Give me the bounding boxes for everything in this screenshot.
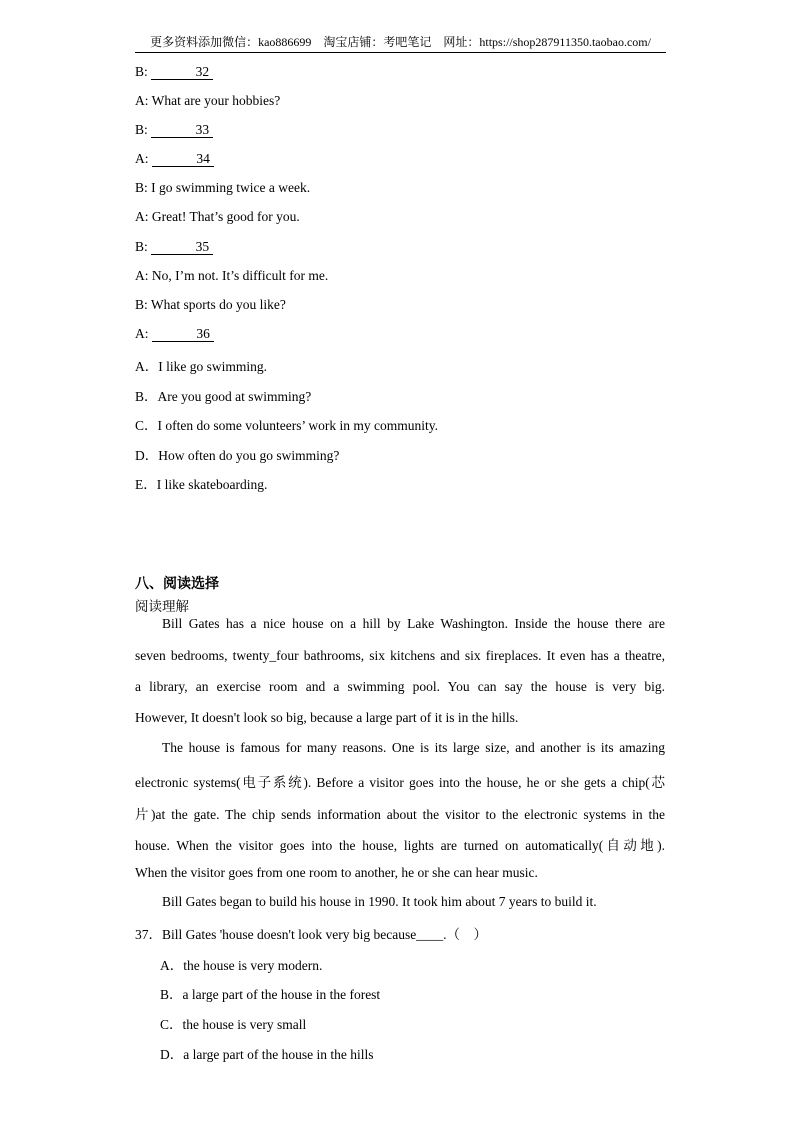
dialogue-line bbox=[135, 180, 310, 196]
speaker-label: A: bbox=[135, 93, 149, 108]
dialogue-line bbox=[135, 151, 214, 167]
option-c: C．I often do some volunteers’ work in my community. bbox=[135, 418, 438, 433]
dialogue-line bbox=[135, 297, 286, 313]
dialogue-text: What are your hobbies? bbox=[151, 93, 281, 108]
dialogue-text: I go swimming twice a week. bbox=[151, 180, 311, 195]
speaker-label: B: bbox=[135, 122, 148, 137]
option-d: D．How often do you go swimming? bbox=[135, 448, 340, 463]
speaker-label: B: bbox=[135, 239, 148, 254]
speaker-label: A: bbox=[135, 326, 149, 341]
page-header: 更多资料添加微信：kao886699 淘宝店铺：考吧笔记 网址：https://shop287911350.taobao.com/ bbox=[135, 33, 666, 53]
passage-line: seven bedrooms, twenty_four bathrooms, six kitchens and six fireplaces. It even has a theatre, bbox=[135, 648, 665, 663]
section-subtitle: 阅读理解 bbox=[135, 599, 189, 615]
passage-line: house. When the visitor goes into the house, lights are turned on automatically(自动地). bbox=[135, 838, 665, 853]
passage-line: Bill Gates began to build his house in 1990. It took him about 7 years to build it. bbox=[162, 894, 597, 909]
passage-line: a library, an exercise room and a swimming pool. You can say the house is very big. bbox=[135, 679, 665, 694]
speaker-label: A: bbox=[135, 209, 149, 224]
choice-a: A．the house is very modern. bbox=[160, 958, 323, 973]
speaker-label: B: bbox=[135, 64, 148, 79]
dialogue-line bbox=[135, 122, 213, 138]
choice-c: C．the house is very small bbox=[160, 1017, 307, 1032]
speaker-label: A: bbox=[135, 268, 149, 283]
choice-b: B．a large part of the house in the forest bbox=[160, 987, 381, 1002]
section-title: 八、阅读选择 bbox=[135, 576, 219, 592]
answer-blank: 32 bbox=[151, 65, 213, 80]
dialogue-line bbox=[135, 64, 213, 80]
dialogue-line bbox=[135, 268, 328, 284]
passage-line: 片)at the gate. The chip sends information about the visitor to the electronic systems in the bbox=[135, 807, 665, 822]
dialogue-text: What sports do you like? bbox=[150, 297, 286, 312]
option-b: B．Are you good at swimming? bbox=[135, 389, 312, 404]
question-stem: 37．Bill Gates 'house doesn't look very big because____.（ ） bbox=[135, 927, 488, 942]
dialogue-line bbox=[135, 239, 213, 255]
passage-line: electronic systems(电子系统). Before a visitor goes into the house, he or she gets a chip(芯 bbox=[135, 775, 665, 790]
answer-blank: 35 bbox=[151, 240, 213, 255]
answer-blank: 33 bbox=[151, 123, 213, 138]
dialogue-text: Great! That’s good for you. bbox=[151, 209, 300, 224]
choice-d: D．a large part of the house in the hills bbox=[160, 1047, 374, 1062]
dialogue-text: No, I’m not. It’s difficult for me. bbox=[151, 268, 329, 283]
passage-line: The house is famous for many reasons. One is its large size, and another is its amazing bbox=[162, 740, 665, 755]
speaker-label: B: bbox=[135, 297, 148, 312]
passage-line: However, It doesn't look so big, because a large part of it is in the hills. bbox=[135, 710, 519, 725]
option-a: A．I like go swimming. bbox=[135, 359, 267, 374]
dialogue-line bbox=[135, 93, 280, 109]
speaker-label: B: bbox=[135, 180, 148, 195]
answer-blank: 34 bbox=[152, 152, 214, 167]
passage-line: When the visitor goes from one room to another, he or she can hear music. bbox=[135, 865, 538, 880]
passage-line: Bill Gates has a nice house on a hill by Lake Washington. Inside the house there are bbox=[162, 616, 665, 631]
option-e: E．I like skateboarding. bbox=[135, 477, 268, 492]
dialogue-line bbox=[135, 209, 300, 225]
speaker-label: A: bbox=[135, 151, 149, 166]
answer-blank: 36 bbox=[152, 327, 214, 342]
dialogue-line bbox=[135, 326, 214, 342]
